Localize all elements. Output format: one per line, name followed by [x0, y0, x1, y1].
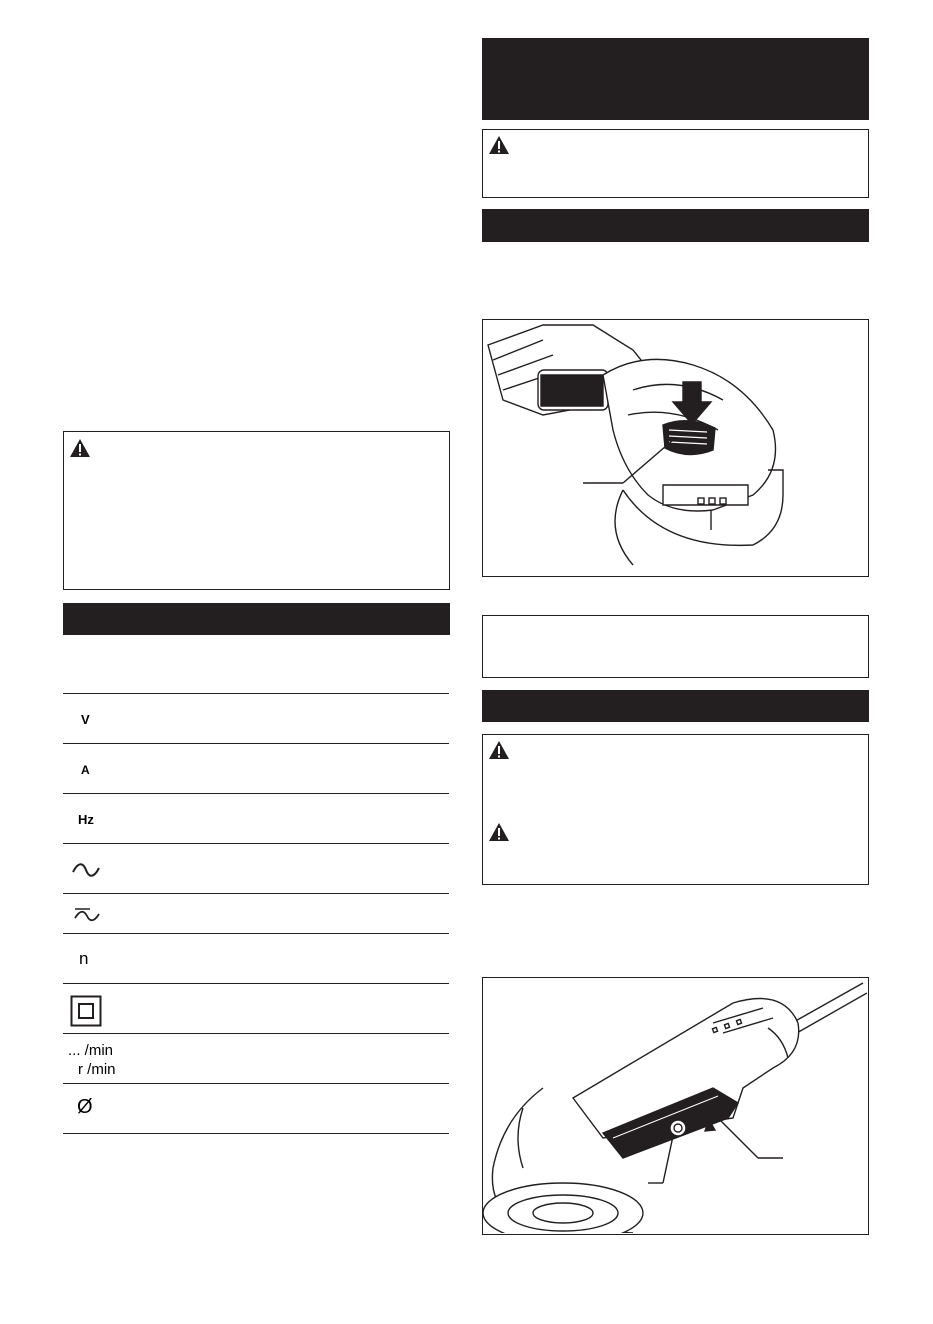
- angle-grinder-switch-illustration: [483, 978, 867, 1233]
- volt-symbol: V: [81, 712, 90, 727]
- note-box: [482, 615, 869, 678]
- ac-dc-icon: [72, 906, 102, 924]
- table-divider: [63, 1133, 449, 1134]
- table-divider: [63, 843, 449, 844]
- alternating-current-icon: [71, 862, 101, 878]
- warning-triangle-icon: [488, 135, 510, 155]
- chapter-header-band: [482, 38, 869, 120]
- spindle-lock-figure: [482, 319, 869, 577]
- warning-box-left: [63, 431, 450, 590]
- table-divider: [63, 933, 449, 934]
- section-header-band-symbols: [63, 603, 450, 635]
- class-ii-double-insulation-icon: [70, 995, 102, 1027]
- table-divider: [63, 1083, 449, 1084]
- switch-lever-figure: [482, 977, 869, 1235]
- rated-speed-symbol: n: [79, 949, 89, 968]
- angle-grinder-spindle-lock-illustration: [483, 320, 867, 575]
- table-divider: [63, 1033, 449, 1034]
- rpm-symbol-line2: r /min: [78, 1061, 116, 1078]
- warning-box-right-top: [482, 129, 869, 198]
- warning-triangle-icon: [69, 438, 91, 458]
- table-divider: [63, 693, 449, 694]
- section-header-band-shaft-lock: [482, 209, 869, 242]
- table-divider: [63, 983, 449, 984]
- hertz-symbol: Hz: [78, 812, 94, 827]
- ampere-symbol: A: [81, 763, 90, 777]
- section-header-band-switch-action: [482, 690, 869, 722]
- diameter-symbol: Ø: [77, 1096, 93, 1118]
- table-divider: [63, 893, 449, 894]
- warning-box-right-bottom: [482, 734, 869, 885]
- warning-triangle-icon: [488, 740, 510, 760]
- table-divider: [63, 793, 449, 794]
- rpm-symbol-line1: ... /min: [68, 1042, 114, 1059]
- table-divider: [63, 743, 449, 744]
- warning-triangle-icon: [488, 822, 510, 842]
